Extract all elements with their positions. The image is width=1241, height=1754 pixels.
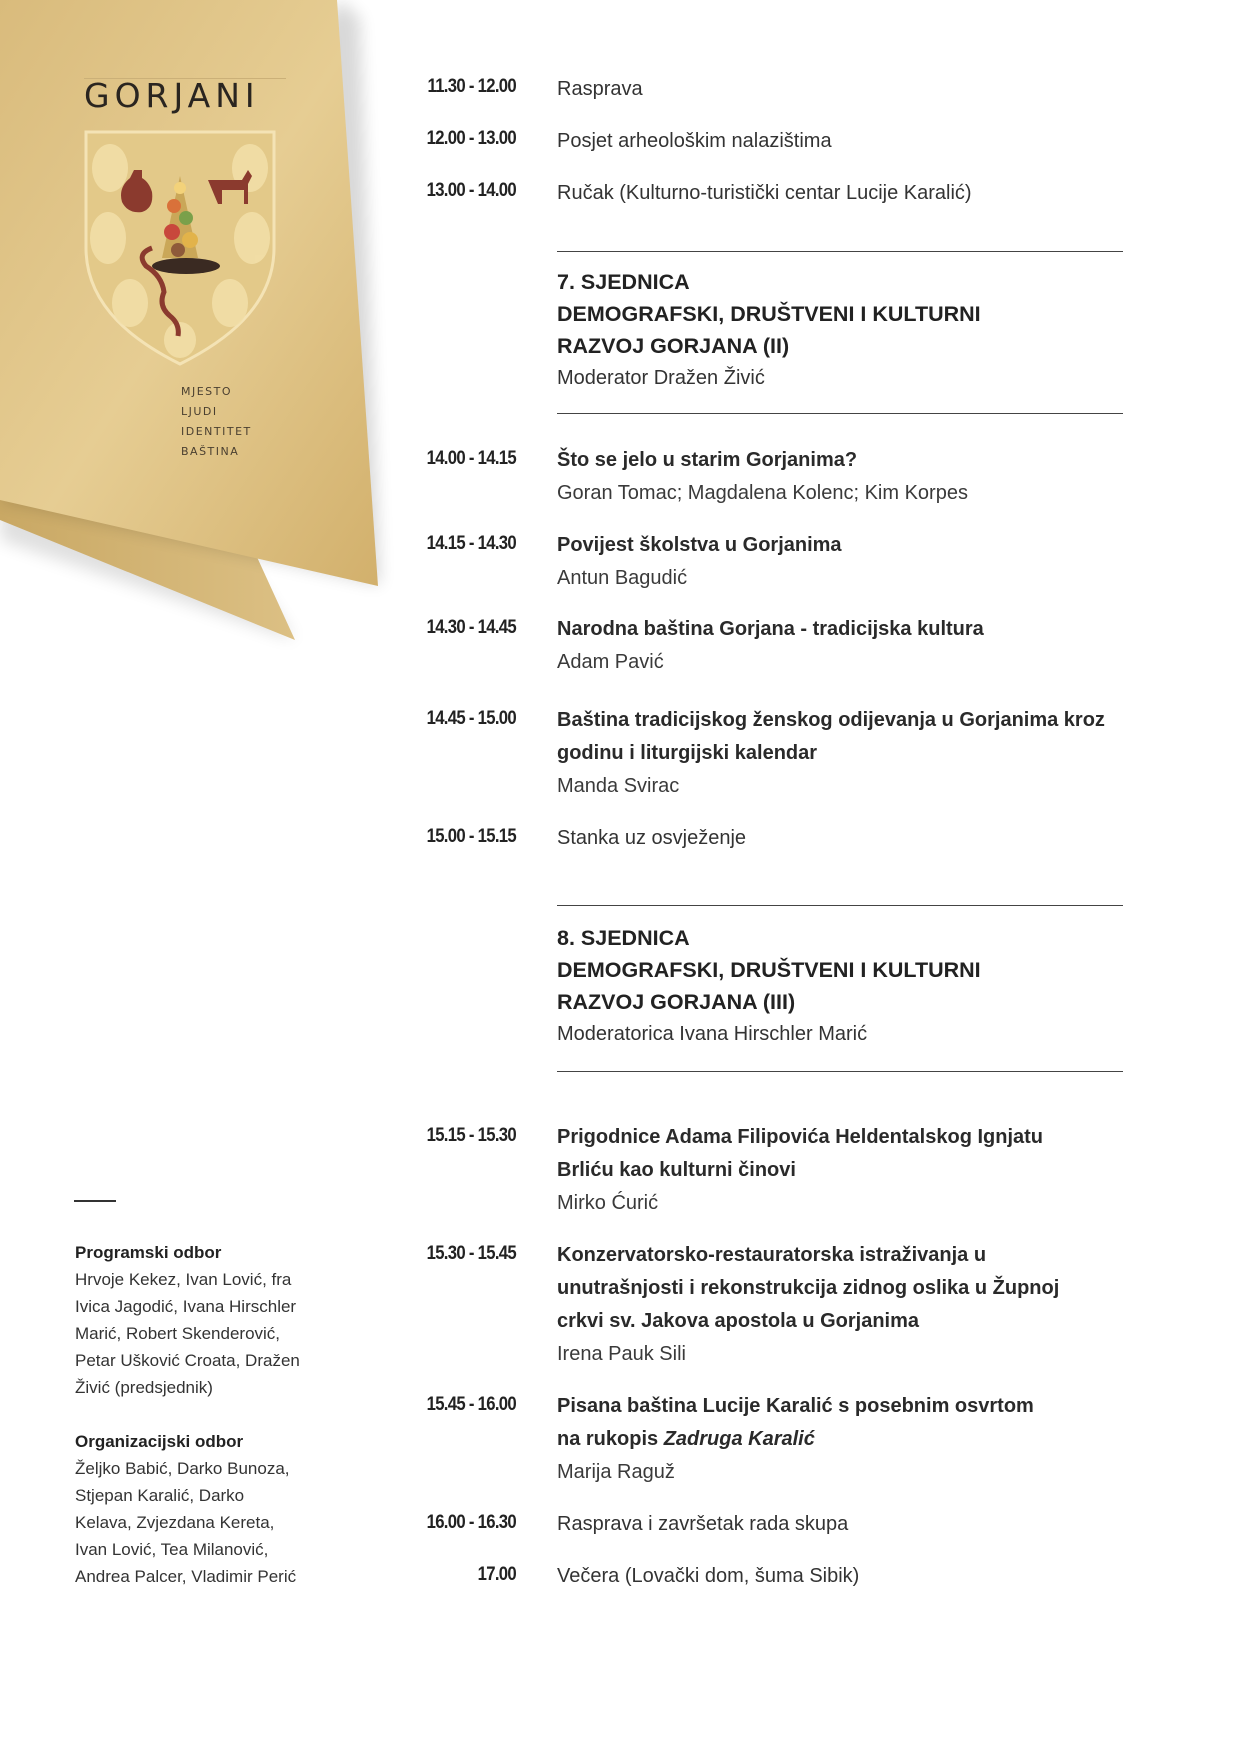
talk-title: crkvi sv. Jakova apostola u Gorjanima xyxy=(557,1310,920,1332)
committee-line: Andrea Palcer, Vladimir Perić xyxy=(75,1567,297,1586)
talk-title: Brliću kao kulturni činovi xyxy=(557,1159,796,1181)
brand-tagline xyxy=(181,382,252,462)
talk-title: Narodna baština Gorjana - tradicijska kultura xyxy=(557,618,984,640)
committee-line: Marić, Robert Skenderović, xyxy=(75,1324,281,1343)
committee-heading: Programski odbor xyxy=(75,1243,222,1262)
agenda-time: 14.00 - 14.15 xyxy=(426,448,516,469)
agenda-entry xyxy=(557,444,1117,510)
agenda-title: Večera (Lovački dom, šuma Sibik) xyxy=(557,1565,860,1587)
session-title-line: RAZVOJ GORJANA (II) xyxy=(557,334,790,358)
agenda-title: Posjet arheološkim nalazištima xyxy=(557,130,832,152)
agenda-title: Stanka uz osvježenje xyxy=(557,827,747,849)
agenda-entry xyxy=(557,704,1117,803)
program-committee xyxy=(75,1239,315,1401)
talk-title: Baština tradicijskog ženskog odijevanja u Gorjanima kroz xyxy=(557,709,1105,731)
talk-title: Konzervatorsko-restauratorska istraživanja u xyxy=(557,1244,987,1266)
session-divider xyxy=(557,1071,1123,1072)
agenda-entry xyxy=(557,1239,1117,1371)
talk-speaker: Adam Pavić xyxy=(557,651,664,673)
agenda-time: 14.45 - 15.00 xyxy=(426,708,516,729)
agenda-time: 16.00 - 16.30 xyxy=(426,1512,516,1533)
talk-title: unutrašnjosti i rekonstrukcija zidnog oslika u Župnoj xyxy=(557,1277,1060,1299)
agenda-time: 15.00 - 15.15 xyxy=(426,826,516,847)
agenda-title: Rasprava i završetak rada skupa xyxy=(557,1513,849,1535)
agenda-time: 12.00 - 13.00 xyxy=(426,128,516,149)
committee-line: Živić (predsjednik) xyxy=(75,1378,213,1397)
agenda-time: 15.45 - 16.00 xyxy=(426,1394,516,1415)
agenda-time: 11.30 - 12.00 xyxy=(427,76,516,97)
agenda-time: 14.15 - 14.30 xyxy=(426,533,516,554)
agenda-entry xyxy=(557,1390,1117,1489)
organizing-committee xyxy=(75,1428,315,1590)
session-title-line: DEMOGRAFSKI, DRUŠTVENI I KULTURNI xyxy=(557,302,981,326)
session-divider xyxy=(557,413,1123,414)
committee-line: Kelava, Zvjezdana Kereta, xyxy=(75,1513,275,1532)
committee-divider xyxy=(74,1200,116,1202)
tagline-line: IDENTITET xyxy=(181,425,252,438)
agenda-entry xyxy=(557,529,1117,595)
talk-title-prefix: na rukopis xyxy=(557,1428,664,1450)
talk-speaker: Marija Raguž xyxy=(557,1461,675,1483)
talk-title: Pisana baština Lucije Karalić s posebnim osvrtom xyxy=(557,1395,1034,1417)
session-title-line: RAZVOJ GORJANA (III) xyxy=(557,990,796,1014)
session-divider xyxy=(557,251,1123,252)
talk-title: Prigodnice Adama Filipovića Heldentalskog Ignjatu xyxy=(557,1126,1044,1148)
committee-line: Željko Babić, Darko Bunoza, xyxy=(75,1459,290,1478)
committee-line: Ivan Lović, Tea Milanović, xyxy=(75,1540,269,1559)
session-7-header xyxy=(557,266,1137,394)
talk-speaker: Manda Svirac xyxy=(557,775,680,797)
agenda-time: 17.00 xyxy=(477,1564,516,1585)
committee-line: Petar Ušković Croata, Dražen xyxy=(75,1351,300,1370)
talk-title: godinu i liturgijski kalendar xyxy=(557,742,818,764)
agenda-title: Ručak (Kulturno-turistički centar Lucije Karalić) xyxy=(557,182,972,204)
talk-title: Povijest školstva u Gorjanima xyxy=(557,534,842,556)
talk-speaker: Goran Tomac; Magdalena Kolenc; Kim Korpes xyxy=(557,482,968,504)
tagline-line: LJUDI xyxy=(181,405,218,418)
talk-title-line xyxy=(557,1423,1117,1456)
session-number: 8. SJEDNICA xyxy=(557,926,690,950)
committee-heading: Organizacijski odbor xyxy=(75,1432,244,1451)
agenda-time: 13.00 - 14.00 xyxy=(426,180,516,201)
agenda-time: 15.15 - 15.30 xyxy=(426,1125,516,1146)
agenda-entry xyxy=(557,613,1117,679)
agenda-time: 15.30 - 15.45 xyxy=(426,1243,516,1264)
talk-speaker: Antun Bagudić xyxy=(557,567,688,589)
session-title-line: DEMOGRAFSKI, DRUŠTVENI I KULTURNI xyxy=(557,958,981,982)
brand-title: GORJANI xyxy=(84,76,260,115)
talk-title-italic: Zadruga Karalić xyxy=(663,1428,815,1450)
coat-of-arms-icon xyxy=(82,128,278,368)
talk-speaker: Irena Pauk Sili xyxy=(557,1343,686,1365)
session-8-header xyxy=(557,922,1137,1050)
committee-line: Hrvoje Kekez, Ivan Lović, fra xyxy=(75,1270,292,1289)
tagline-line: MJESTO xyxy=(181,385,233,398)
session-number: 7. SJEDNICA xyxy=(557,270,690,294)
agenda-time: 14.30 - 14.45 xyxy=(426,617,516,638)
session-divider xyxy=(557,905,1123,906)
tagline-line: BAŠTINA xyxy=(181,445,240,458)
agenda-title: Rasprava xyxy=(557,78,643,100)
talk-speaker: Mirko Ćurić xyxy=(557,1192,659,1214)
committee-line: Stjepan Karalić, Darko xyxy=(75,1486,245,1505)
session-moderator: Moderatorica Ivana Hirschler Marić xyxy=(557,1023,868,1045)
committee-line: Ivica Jagodić, Ivana Hirschler xyxy=(75,1297,297,1316)
agenda-entry xyxy=(557,1121,1117,1220)
talk-title: Što se jelo u starim Gorjanima? xyxy=(557,449,858,471)
session-moderator: Moderator Dražen Živić xyxy=(557,367,765,389)
